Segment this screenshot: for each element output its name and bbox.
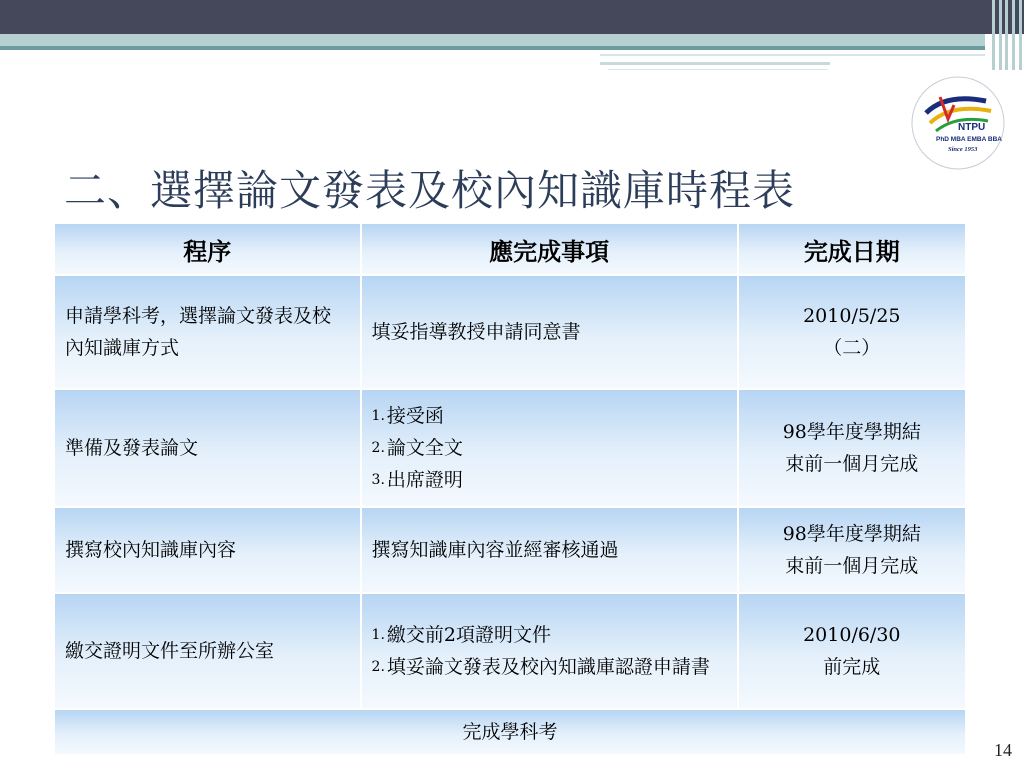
- schedule-table: [53, 222, 967, 756]
- tasks-cell: [361, 507, 738, 593]
- task-item: 填妥指導教授申請同意書: [371, 321, 581, 343]
- slide-top-bar: [0, 0, 1024, 34]
- slide-accent-line: [600, 62, 830, 65]
- slide-accent-line: [600, 54, 985, 56]
- date-line: 2010/5/25: [803, 305, 901, 327]
- column-header-step: 程序: [54, 223, 361, 275]
- logo-since-text: Since 1953: [948, 146, 978, 153]
- task-number: 3.: [371, 472, 385, 488]
- slide-accent-band: [0, 34, 985, 46]
- tasks-cell: [361, 593, 738, 709]
- tasks-cell: [361, 389, 738, 507]
- page-number: 14: [994, 740, 1012, 760]
- task-text: 繳交前2項證明文件: [386, 624, 551, 646]
- date-cell: [738, 593, 966, 709]
- task-number: 1.: [371, 408, 385, 424]
- date-line: 前完成: [823, 656, 881, 678]
- date-line: （二）: [823, 337, 881, 359]
- date-line: 98學年度學期結: [782, 523, 921, 545]
- slide-title: 二、選擇論文發表及校內知識庫時程表: [64, 166, 796, 215]
- university-logo: [896, 73, 1020, 173]
- logo-programs-text: PhD MBA EMBA BBA: [936, 136, 1002, 143]
- logo-center-text: NTPU: [958, 122, 986, 133]
- table-footer-row: [54, 709, 966, 755]
- task-item: [372, 619, 727, 651]
- task-item: [372, 464, 727, 496]
- task-text: 出席證明: [386, 469, 463, 491]
- footer-cell: 完成學科考: [54, 709, 966, 755]
- task-item: [372, 432, 727, 464]
- date-cell: [738, 275, 966, 389]
- tasks-cell: [361, 275, 738, 389]
- date-line: 2010/6/30: [803, 624, 901, 646]
- step-cell: 準備及發表論文: [54, 389, 361, 507]
- task-text: 填妥論文發表及校內知識庫認證申請書: [386, 656, 710, 678]
- date-cell: [738, 389, 966, 507]
- task-item: [372, 400, 727, 432]
- column-header-tasks: 應完成事項: [361, 223, 738, 275]
- table-row: [54, 275, 966, 389]
- slide-accent-band-dark: [0, 46, 985, 50]
- date-line: 束前一個月完成: [785, 453, 919, 475]
- table-row: [54, 389, 966, 507]
- task-number: 2.: [371, 659, 385, 675]
- task-item: 撰寫知識庫內容並經審核通過: [371, 539, 619, 561]
- task-text: 接受函: [386, 405, 444, 427]
- step-cell: 繳交證明文件至所辦公室: [54, 593, 361, 709]
- date-cell: [738, 507, 966, 593]
- table-header-row: [54, 223, 966, 275]
- task-number: 1.: [371, 627, 385, 643]
- task-number: 2.: [371, 440, 385, 456]
- table-row: [54, 507, 966, 593]
- slide-corner-stripes: [990, 0, 1024, 70]
- date-line: 束前一個月完成: [785, 555, 919, 577]
- step-cell: 撰寫校內知識庫內容: [54, 507, 361, 593]
- task-item: [372, 651, 727, 683]
- step-cell: 申請學科考，選擇論文發表及校內知識庫方式: [54, 275, 361, 389]
- date-line: 98學年度學期結: [782, 421, 921, 443]
- column-header-date: 完成日期: [738, 223, 966, 275]
- table-row: [54, 593, 966, 709]
- task-text: 論文全文: [386, 437, 463, 459]
- slide-accent-line: [608, 69, 828, 70]
